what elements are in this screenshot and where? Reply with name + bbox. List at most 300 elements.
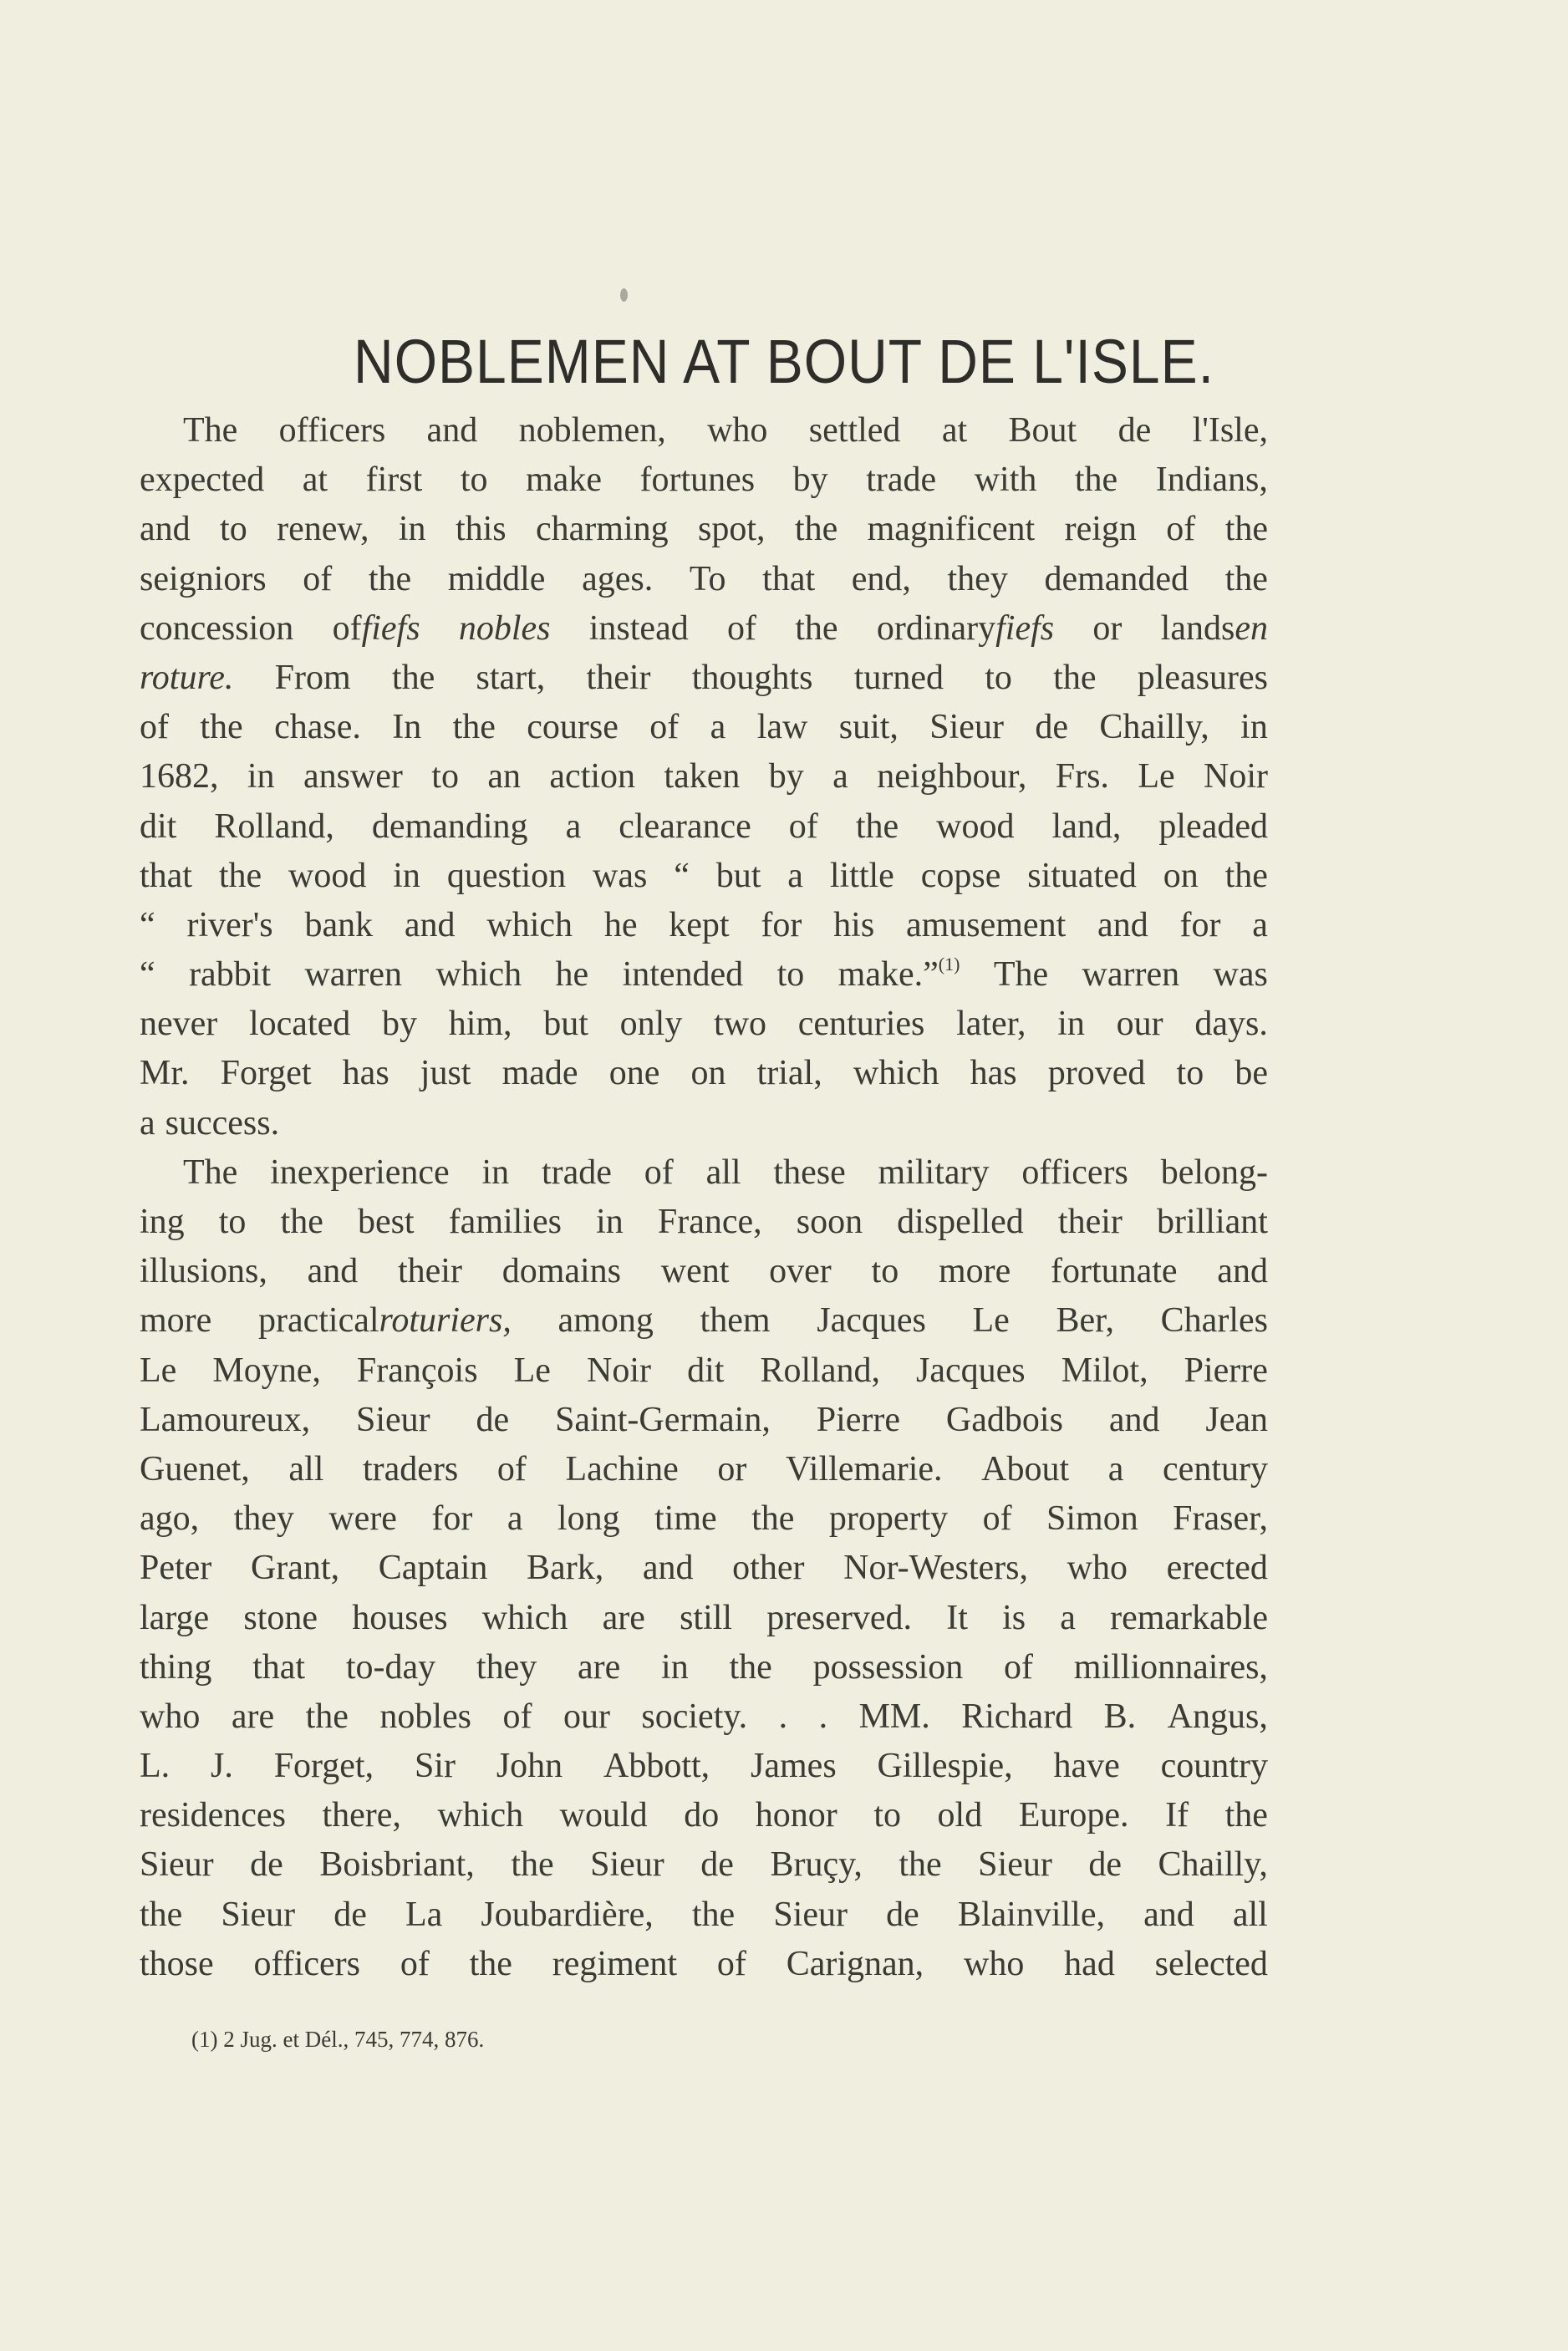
word: and (404, 905, 456, 944)
word-group (649, 703, 679, 752)
word-group (247, 752, 275, 801)
word-group (275, 654, 351, 703)
word: to (431, 757, 459, 796)
word: law (756, 708, 808, 747)
text-line (140, 1445, 1268, 1494)
word: action (549, 757, 636, 796)
word: by (792, 461, 828, 500)
word: possession (812, 1647, 964, 1687)
word-group (1180, 901, 1221, 950)
word-group (399, 505, 426, 554)
word-group (1161, 1742, 1268, 1791)
word: the (1224, 510, 1268, 549)
word-group (878, 1742, 1013, 1791)
text-line (140, 555, 1268, 604)
word: of (644, 1153, 674, 1192)
word: James (751, 1747, 837, 1786)
word: they (947, 559, 1008, 598)
word: of (400, 1944, 430, 1983)
word-group (669, 901, 729, 950)
word: demanded (1044, 559, 1189, 598)
word-group (817, 1396, 900, 1445)
word-group (1108, 1445, 1124, 1494)
word-group (729, 1643, 771, 1692)
text-line (140, 1791, 1268, 1840)
word: Le (140, 1351, 177, 1390)
text-line (140, 950, 1268, 1000)
word: one (608, 1054, 660, 1093)
word: property (828, 1499, 949, 1539)
word: 1682, (140, 757, 219, 796)
word: would (559, 1796, 648, 1835)
word-group (1074, 1643, 1268, 1692)
word-group (603, 1742, 710, 1791)
word: Sir (414, 1747, 456, 1786)
word: are (578, 1647, 621, 1687)
body-text (140, 406, 1268, 1989)
word: or (717, 1449, 747, 1488)
word-group (1161, 1296, 1268, 1346)
word: Sieur (590, 1845, 664, 1885)
word-group (1053, 654, 1096, 703)
word-group (1163, 852, 1199, 901)
word-group (232, 1692, 274, 1742)
word: officers (253, 1944, 360, 1983)
word-group (878, 1148, 990, 1198)
word: the (795, 608, 838, 648)
word: lands (1160, 608, 1235, 648)
word: just (420, 1054, 471, 1093)
word-group (692, 1890, 735, 1940)
word-group (830, 852, 894, 901)
word: Simon (1046, 1499, 1138, 1539)
word: Noir (587, 1351, 651, 1390)
word-group (1225, 1791, 1268, 1840)
text-line (140, 1346, 1268, 1396)
word-group (1155, 1940, 1268, 1989)
word: warren (304, 955, 403, 995)
word-group (140, 1594, 209, 1643)
word: our (563, 1697, 610, 1736)
text-line (140, 1494, 1268, 1544)
word-group (343, 1049, 389, 1098)
word-group (873, 1791, 901, 1840)
word-group (761, 901, 802, 950)
word: Pierre (816, 1400, 901, 1439)
word: dit (687, 1351, 725, 1390)
word-group (1035, 703, 1068, 752)
word: for (1179, 905, 1221, 944)
word-group (431, 752, 459, 801)
word-group (1143, 1890, 1194, 1940)
word: trade (866, 461, 937, 500)
word-group (140, 1544, 211, 1593)
word-group (459, 604, 551, 654)
word: It (946, 1598, 968, 1637)
word: answer (303, 757, 403, 796)
word: wood (288, 856, 367, 895)
word: the (794, 510, 838, 549)
word: Chailly, (1158, 1845, 1268, 1885)
word-group (710, 703, 726, 752)
word-group (449, 1000, 512, 1049)
word: a (710, 708, 726, 747)
word: officers (1021, 1153, 1128, 1192)
word-group (856, 802, 899, 852)
word: their (398, 1252, 462, 1291)
word: a (787, 856, 803, 895)
word: over (769, 1252, 832, 1291)
word-group (372, 802, 528, 852)
word-group (770, 1840, 862, 1890)
word: of (716, 1944, 746, 1983)
word: and (642, 1549, 694, 1588)
word: land, (1051, 807, 1122, 846)
word: has (342, 1054, 389, 1093)
word-group (872, 1247, 899, 1296)
word-group (270, 1148, 450, 1198)
word: Indians, (1155, 461, 1268, 500)
word: “ (140, 955, 155, 995)
word: the (855, 807, 899, 846)
italic-word: nobles (458, 608, 551, 648)
word: for (761, 905, 802, 944)
word-group (929, 703, 1004, 752)
word: France, (657, 1203, 762, 1241)
text-line (140, 703, 1268, 752)
word-group (1165, 1791, 1189, 1840)
word: l'Isle, (1192, 411, 1268, 450)
word: Moyne, (212, 1351, 321, 1390)
word: expected (140, 461, 265, 500)
word-group (563, 1692, 610, 1742)
word: these (773, 1153, 846, 1192)
word: The (993, 955, 1049, 995)
word: they (233, 1499, 294, 1539)
text-line (140, 604, 1268, 654)
word-group (596, 1198, 624, 1247)
word: a (1252, 905, 1268, 944)
word: de (250, 1845, 283, 1885)
word: Captain (378, 1549, 488, 1588)
word: a (1107, 1449, 1124, 1488)
word-group (700, 1840, 734, 1890)
word: dit (140, 807, 177, 846)
word: their (1057, 1203, 1123, 1241)
word-group (252, 1643, 305, 1692)
text-line (140, 1544, 1268, 1593)
word-group (787, 852, 803, 901)
word: Sieur (773, 1895, 848, 1934)
word: Sieur (929, 708, 1004, 747)
word-group (787, 1940, 924, 1989)
word-group (707, 406, 767, 455)
word-group (140, 1396, 310, 1445)
word: From (274, 658, 351, 697)
word-group (274, 1742, 374, 1791)
word: which (435, 955, 522, 995)
text-line (140, 505, 1268, 554)
word-group (253, 1940, 360, 1989)
text-line (140, 1742, 1268, 1791)
word-group (717, 1445, 746, 1494)
text-line (140, 901, 1268, 950)
word: who (707, 411, 768, 450)
word: a (1060, 1598, 1076, 1637)
word: little (829, 856, 894, 895)
word-group (809, 406, 901, 455)
word-group (760, 1346, 880, 1396)
word-group (476, 1643, 537, 1692)
word-group (140, 852, 192, 901)
word: Grant, (250, 1549, 340, 1588)
word-group (566, 1445, 679, 1494)
word: Sieur (978, 1845, 1052, 1885)
word-group (486, 901, 573, 950)
word-group (877, 752, 1026, 801)
word: end, (851, 559, 911, 598)
word: erected (1166, 1549, 1268, 1588)
word: amusement (905, 905, 1067, 944)
word: are (602, 1598, 645, 1637)
word-group (640, 455, 756, 505)
word-group (1082, 950, 1180, 1000)
word: “ (674, 856, 690, 895)
word-group (1092, 604, 1122, 654)
text-line (140, 1840, 1268, 1890)
word: be (1235, 1054, 1268, 1093)
footnote: (1) 2 Jug. et Dél., 745, 774, 876. (191, 2027, 485, 2052)
word: he (555, 955, 589, 995)
word: reign (1064, 510, 1137, 549)
word-group (833, 901, 874, 950)
word-group (1193, 406, 1268, 455)
word-group (211, 1742, 233, 1791)
word: Ber, (1056, 1301, 1114, 1341)
word-group (692, 654, 813, 703)
word-group (1161, 1148, 1268, 1198)
word-group (1225, 555, 1268, 604)
word-group (258, 1296, 512, 1346)
word: of (140, 708, 169, 747)
word: they (476, 1647, 537, 1687)
word: to-day (345, 1647, 436, 1687)
word-group (609, 1049, 660, 1098)
word: de (700, 1845, 734, 1885)
word: century (1163, 1449, 1268, 1488)
word: the (305, 1697, 349, 1736)
word: Sieur (140, 1845, 214, 1885)
italic-word: roture. (140, 658, 234, 697)
word: Guenet, (140, 1449, 250, 1488)
word: If (1165, 1796, 1189, 1835)
word-group (593, 852, 647, 901)
word: selected (1154, 1944, 1268, 1983)
word-group (427, 406, 478, 455)
word: them (700, 1301, 771, 1341)
word: Le (972, 1301, 1010, 1341)
word: days. (1194, 1005, 1268, 1044)
word: Milot, (1061, 1351, 1148, 1390)
word-group (453, 703, 496, 752)
word: thoughts (691, 658, 813, 697)
word: a (832, 757, 848, 796)
word: in (661, 1647, 689, 1687)
word-group (140, 1791, 286, 1840)
word-group (448, 555, 546, 604)
word-group (221, 1049, 312, 1098)
word: to (873, 1796, 901, 1835)
word: residences (140, 1796, 286, 1835)
word: kept (669, 905, 730, 944)
word-group (684, 1791, 719, 1840)
word: do (684, 1796, 720, 1835)
word-group (643, 1544, 694, 1593)
word: went (660, 1252, 730, 1291)
word: by (768, 757, 804, 796)
word-group (398, 1247, 462, 1296)
word-group (1158, 802, 1268, 852)
word: clearance (619, 807, 751, 846)
word: on (1163, 856, 1199, 895)
word: chase. (274, 708, 361, 747)
word: ing (140, 1203, 185, 1241)
word-group (603, 1594, 645, 1643)
word-group (357, 1346, 478, 1396)
word: the (1074, 461, 1118, 500)
word: and (1143, 1895, 1194, 1934)
word: Lamoureux, (140, 1400, 311, 1439)
word: Noir (1204, 757, 1268, 796)
word-group (328, 1494, 397, 1544)
word: to (218, 1203, 247, 1241)
word: Boisbriant, (319, 1845, 475, 1885)
word-group (590, 1840, 664, 1890)
text-line (140, 1692, 1268, 1742)
word-group (1205, 1396, 1268, 1445)
word: made (501, 1054, 578, 1093)
word-group (866, 455, 936, 505)
word-group (303, 752, 403, 801)
word: renew, (277, 510, 369, 549)
text-line (140, 654, 1268, 703)
word-group (916, 1346, 1026, 1396)
word: regiment (552, 1944, 678, 1983)
word: fortunate (1050, 1252, 1178, 1291)
word-group (664, 752, 740, 801)
word: at (302, 461, 328, 500)
word-group (706, 1148, 741, 1198)
word-group (333, 604, 420, 654)
word: bank (304, 905, 374, 944)
word: intended (622, 955, 744, 995)
word: Bruçy, (770, 1845, 863, 1885)
word: Le (513, 1351, 551, 1390)
word-group (140, 555, 267, 604)
word: to (460, 461, 488, 500)
word: of (788, 807, 818, 846)
word: in (393, 856, 420, 895)
word: on (690, 1054, 726, 1093)
text-line (140, 1396, 1268, 1445)
word-group (829, 1494, 948, 1544)
word-group (552, 1940, 677, 1989)
word: the (751, 1499, 795, 1539)
word: nobles (379, 1697, 471, 1736)
word: are (231, 1697, 275, 1736)
word: families (448, 1203, 562, 1241)
word-group (1109, 1396, 1160, 1445)
italic-word: roturiers, (379, 1301, 512, 1341)
word: Chailly, (1099, 708, 1209, 747)
word-group (946, 1594, 968, 1643)
word-group (536, 505, 669, 554)
word-group (1056, 1296, 1114, 1346)
word: Lachine (565, 1449, 679, 1488)
word: The (183, 1153, 238, 1192)
word: was (1213, 955, 1268, 995)
word: Villemarie. (785, 1449, 943, 1488)
word-group (921, 852, 1001, 901)
word-group (727, 604, 756, 654)
word: rabbit (189, 955, 272, 995)
word-group (658, 1198, 762, 1247)
word: the (280, 1203, 323, 1241)
word: he (603, 905, 638, 944)
word-group (936, 802, 1014, 852)
word-group (1225, 852, 1268, 901)
word-group (382, 1000, 417, 1049)
word: L. (140, 1747, 171, 1786)
word: of (982, 1499, 1012, 1539)
word: there, (322, 1796, 401, 1835)
word-group (497, 1445, 527, 1494)
word-group (140, 802, 176, 852)
word: Bout (1008, 411, 1077, 450)
word-group (786, 1445, 943, 1494)
word: Fraser, (1173, 1499, 1268, 1539)
word: time (654, 1499, 717, 1539)
word: only (619, 1005, 683, 1044)
text-line (140, 1890, 1268, 1940)
ink-speck (620, 288, 628, 302)
word-group (975, 455, 1037, 505)
word-group (140, 1198, 185, 1247)
word-group (1002, 1594, 1026, 1643)
word-group (589, 604, 689, 654)
word: river's (186, 905, 273, 944)
word-group (140, 1494, 199, 1544)
word-group (985, 654, 1012, 703)
word-group (1168, 1692, 1268, 1742)
word: practical (257, 1301, 379, 1341)
word-group (789, 802, 818, 852)
word: to (985, 658, 1012, 697)
word-group (964, 1940, 1024, 1989)
word-group (766, 1594, 912, 1643)
word: country (1160, 1747, 1268, 1786)
word-group (946, 1396, 1063, 1445)
word: start, (476, 658, 546, 697)
word: Bark, (527, 1549, 604, 1588)
word: the (511, 1845, 554, 1885)
word-group (140, 1000, 217, 1049)
word: the (452, 708, 496, 747)
word: and (426, 411, 478, 450)
word: middle (447, 559, 546, 598)
word: to (220, 510, 247, 549)
word-group (1097, 901, 1148, 950)
